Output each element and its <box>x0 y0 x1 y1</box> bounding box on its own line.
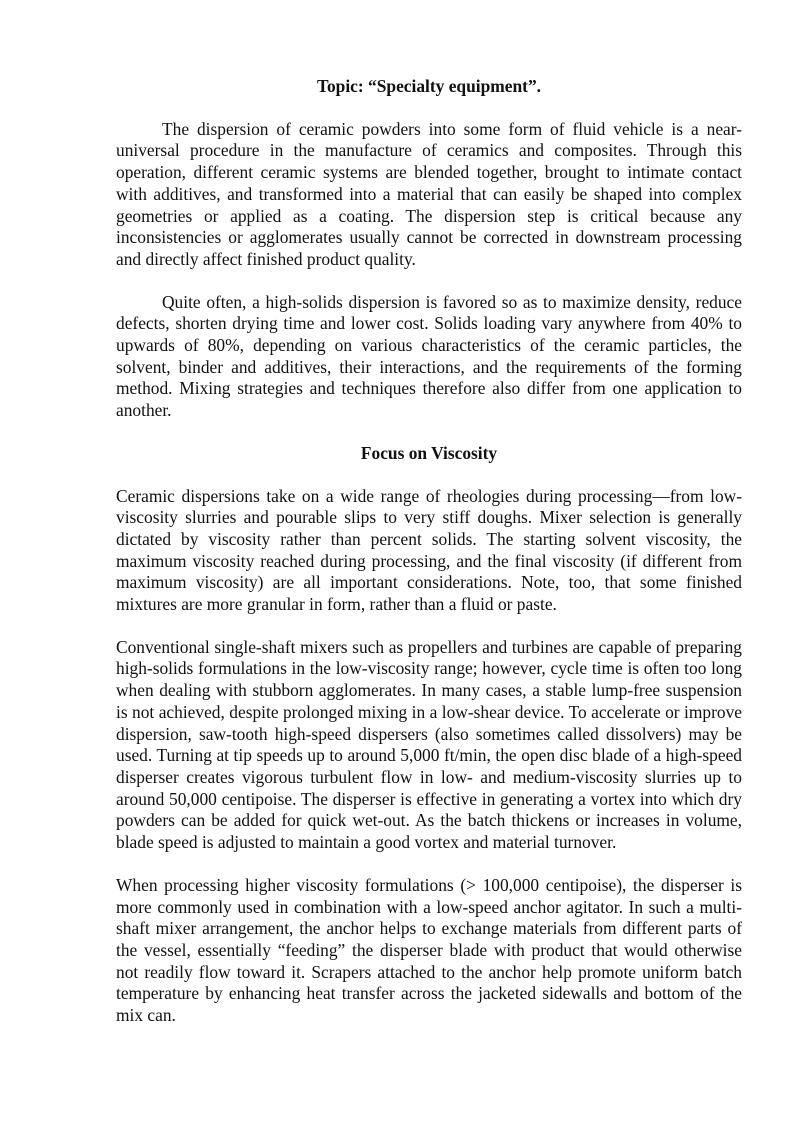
section-paragraph-2: Conventional single-shaft mixers such as propellers and turbines are capable of preparing high-solids formulations in the low-viscosity range; however, cycle time is often too long when dealing with stubborn agglomerates. In many cases, a stable lump-free suspension is not achieved, despite prolonged mixing in a low-shear device. To accelerate or improve dispersion, saw-tooth high-speed dispersers (also sometimes called dissolvers) may be used. Turning at tip speeds up to around 5,000 ft/min, the open disc blade of a high-speed disperser creates vigorous turbulent flow in low- and medium-viscosity slurries up to around 50,000 centipoise. The disperser is effective in generating a vortex into which dry powders can be added for quick wet-out. As the batch thickens or increases in volume, blade speed is adjusted to maintain a good vortex and material turnover. <box>116 636 742 853</box>
section-paragraph-3: When processing higher viscosity formulations (> 100,000 centipoise), the disperser is more commonly used in combination with a low-speed anchor agitator. In such a multi-shaft mixer arrangement, the anchor helps to exchange materials from different parts of the vessel, essentially “feeding” the disperser blade with product that would otherwise not readily flow toward it. Scrapers attached to the anchor help promote uniform batch temperature by enhancing heat transfer across the jacketed sidewalls and bottom of the mix can. <box>116 874 742 1026</box>
intro-paragraph-1: The dispersion of ceramic powders into some form of fluid vehicle is a near-universal procedure in the manufacture of ceramics and composites. Through this operation, different ceramic systems are blended together, brought to intimate contact with additives, and transformed into a material that can easily be shaped into complex geometries or applied as a coating. The dispersion step is critical because any inconsistencies or agglomerates usually cannot be corrected in downstream processing and directly affect finished product quality. <box>116 118 742 269</box>
intro-paragraph-2: Quite often, a high-solids dispersion is favored so as to maximize density, reduce defects, shorten drying time and lower cost. Solids loading vary anywhere from 40% to upwards of 80%, depending on various characteristics of the ceramic particles, the solvent, binder and additives, their interactions, and the requirements of the forming method. Mixing strategies and techniques therefore also differ from one application to another. <box>116 291 742 421</box>
section-paragraph-1: Ceramic dispersions take on a wide range of rheologies during processing—from low-viscosity slurries and pourable slips to very stiff doughs. Mixer selection is generally dictated by viscosity rather than percent solids. The starting solvent viscosity, the maximum viscosity reached during processing, and the final viscosity (if different from maximum viscosity) are all important considerations. Note, too, that some finished mixtures are more granular in form, rather than a fluid or paste. <box>116 485 742 615</box>
section-heading-viscosity: Focus on Viscosity <box>360 442 498 463</box>
document-page <box>116 76 742 1048</box>
document-title: Topic: “Specialty equipment”. <box>316 76 541 96</box>
